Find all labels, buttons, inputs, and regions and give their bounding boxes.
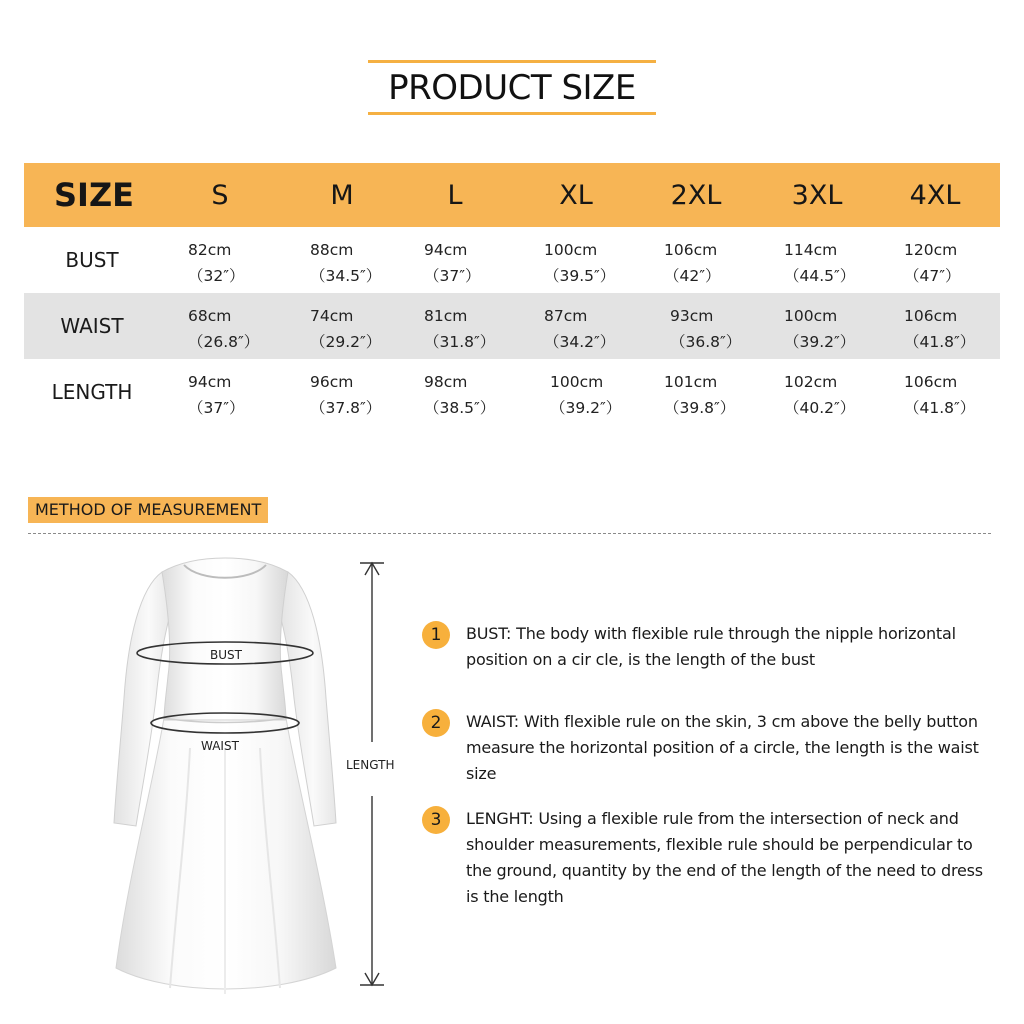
title-bottom-rule (368, 112, 656, 115)
cell-inch: （34.5″） (310, 267, 382, 285)
cell-cm: 100cm (550, 373, 604, 391)
length-m (310, 369, 381, 421)
cell-inch: （37″） (424, 267, 481, 285)
cell-cm: 68cm (188, 307, 232, 325)
bust-s (188, 237, 245, 289)
length-l (424, 369, 495, 421)
size-table (24, 163, 1000, 425)
table-row-waist (24, 293, 1000, 359)
cell-cm: 88cm (310, 241, 354, 259)
cell-inch: （38.5″） (424, 399, 496, 417)
cell-inch: （34.2″） (544, 333, 616, 351)
dashed-divider (28, 533, 991, 534)
cell-cm: 100cm (544, 241, 598, 259)
instruction-text: LENGHT: Using a flexible rule from the intersection of neck and shoulder measurements, flexible rule should be perpendicular to the ground, quantity by the end of the length of the need to dress is the length (466, 809, 983, 906)
cell-inch: （40.2″） (784, 399, 856, 417)
step-number-badge: 1 (422, 621, 450, 649)
length-xl (550, 369, 621, 421)
step-number-badge: 2 (422, 709, 450, 737)
waist-4xl (904, 303, 975, 355)
length-arrow (355, 556, 389, 992)
bust-l (424, 237, 481, 289)
header-cell-m: M (330, 179, 354, 211)
cell-cm: 81cm (424, 307, 468, 325)
row-label-bust: BUST (65, 248, 119, 272)
bust-m (310, 237, 381, 289)
cell-cm: 106cm (664, 241, 718, 259)
cell-cm: 82cm (188, 241, 232, 259)
cell-inch: （31.8″） (424, 333, 496, 351)
cell-cm: 101cm (664, 373, 718, 391)
cell-cm: 94cm (188, 373, 232, 391)
cell-cm: 74cm (310, 307, 354, 325)
waist-label: WAIST (201, 739, 239, 753)
method-heading: METHOD OF MEASUREMENT (28, 497, 268, 523)
table-header-row (24, 163, 1000, 227)
header-cell-2xl: 2XL (670, 179, 722, 211)
cell-inch: （41.8″） (904, 399, 976, 417)
cell-inch: （41.8″） (904, 333, 976, 351)
length-label: LENGTH (346, 758, 395, 772)
length-2xl (664, 369, 735, 421)
cell-inch: （37.8″） (310, 399, 382, 417)
cell-cm: 102cm (784, 373, 838, 391)
cell-cm: 120cm (904, 241, 958, 259)
cell-inch: （39.8″） (664, 399, 736, 417)
cell-cm: 106cm (904, 373, 958, 391)
step-number-badge: 3 (422, 806, 450, 834)
header-cell-4xl: 4XL (909, 179, 961, 211)
length-3xl (784, 369, 855, 421)
cell-inch: （36.8″） (670, 333, 742, 351)
instruction-text: WAIST: With flexible rule on the skin, 3 cm above the belly button measure the horizontal position of a circle, the length is the waist size (466, 712, 979, 783)
page-title: PRODUCT SIZE (388, 68, 636, 108)
cell-cm: 114cm (784, 241, 838, 259)
cell-inch: （39.2″） (550, 399, 622, 417)
cell-inch: （37″） (188, 399, 245, 417)
cell-cm: 93cm (670, 307, 714, 325)
cell-inch: （47″） (904, 267, 961, 285)
cell-inch: （42″） (664, 267, 721, 285)
instruction-text: BUST: The body with flexible rule through the nipple horizontal position on a cir cle, is the length of the bust (466, 624, 956, 669)
bust-4xl (904, 237, 961, 289)
cell-inch: （44.5″） (784, 267, 856, 285)
cell-cm: 94cm (424, 241, 468, 259)
cell-inch: （32″） (188, 267, 245, 285)
waist-2xl (670, 303, 741, 355)
bust-xl (544, 237, 615, 289)
waist-3xl (784, 303, 855, 355)
header-cell-size: SIZE (53, 176, 134, 214)
cell-inch: （39.2″） (784, 333, 856, 351)
waist-xl (544, 303, 615, 355)
waist-m (310, 303, 381, 355)
row-label-length: LENGTH (51, 380, 133, 404)
waist-l (424, 303, 495, 355)
header-cell-s: S (211, 179, 229, 211)
header-cell-l: L (447, 179, 463, 211)
bust-3xl (784, 237, 855, 289)
bust-label: BUST (210, 648, 242, 662)
cell-cm: 106cm (904, 307, 958, 325)
table-row-bust (24, 227, 1000, 293)
cell-inch: （39.5″） (544, 267, 616, 285)
title-frame (368, 60, 656, 115)
bust-2xl (664, 237, 721, 289)
dress-illustration (100, 548, 350, 1008)
cell-cm: 96cm (310, 373, 354, 391)
header-cell-3xl: 3XL (791, 179, 843, 211)
cell-cm: 87cm (544, 307, 588, 325)
cell-inch: （26.8″） (188, 333, 260, 351)
cell-cm: 98cm (424, 373, 468, 391)
table-row-length (24, 359, 1000, 425)
title-top-rule (368, 60, 656, 63)
length-s (188, 369, 245, 421)
header-cell-xl: XL (559, 179, 593, 211)
cell-inch: （29.2″） (310, 333, 382, 351)
length-4xl (904, 369, 975, 421)
cell-cm: 100cm (784, 307, 838, 325)
row-label-waist: WAIST (60, 314, 124, 338)
waist-s (188, 303, 259, 355)
